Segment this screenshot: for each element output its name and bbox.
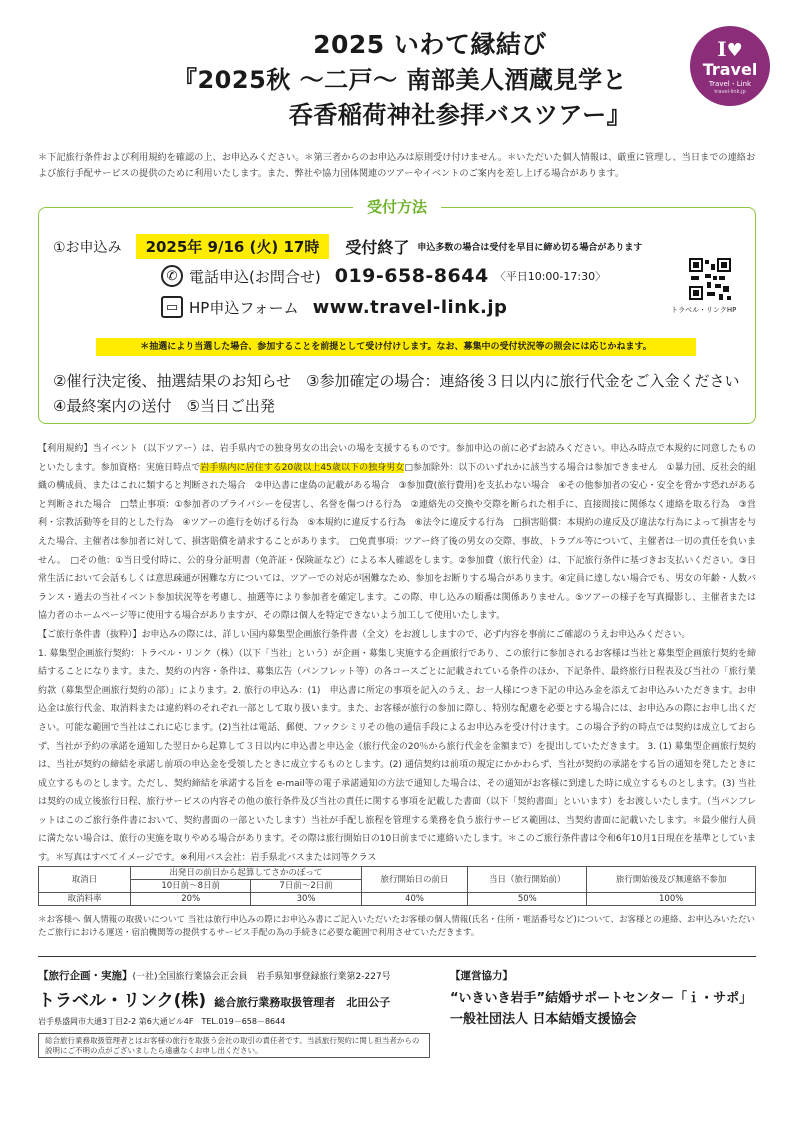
organizer-name: トラベル・リンク(株) xyxy=(38,991,207,1011)
table-header-date: 取消日 xyxy=(39,867,131,893)
table-col3: 旅行開始日の前日 xyxy=(361,867,468,893)
page-title-line2: 『2025秋 ～二戸～ 南部美人酒蔵見学と xyxy=(172,66,627,94)
qr-code-icon[interactable] xyxy=(689,258,731,300)
terms-p3: 1. 募集型企画旅行契約：トラベル・リンク（株）（以下「当社」という）が企画・募集し実施する企画旅行であり、この旅行に参加されるお客様は当社と募集型企画旅行契約を締結することになります。また、契約の内容・条件は、募集広告（パンフレット等）の各コースごとに記載されている条件のほか、下記条件、最終旅行日程表及び当社の「旅行業約款（募集型企画旅行契約の部）」によります。2. 旅行の申込み：(1) 申込書に所定の事項を記入のうえ、お一人様につき下記の申込み金を添えてお申込みいただきます。お申込金は旅行代金、取消料または違約料のそれぞれ一部として取り扱います。また、お客様が旅行の参加に際し、特別な配慮を必要とする場合には、お申込みの際にお申し出ください。可能な範囲で当社はこれに応じます。(2)当社は電話、郵便、ファクシミリその他の通信手段によるお申込みを受け付けます。この場合予約の時点では契約は成立しておらず、当社が予約の承諾を通知した翌日から起算して３日以内に申込書と申込金（旅行代金の20％から旅行代金を金額まで）を提出していただきます。 3. (1) 募集型企画旅行契約は、当社が契約の締結を承諾し前項の申込金を受領したときに成立するものとします。(2) 通信契約は前項の規定にかかわらず、当社が契約の承諾をする旨の通知を発したときに成立するものとします。ただし、契約締結を承諾する旨を e-mail等の電子承諾通知の方法で通知した場合は、その通知がお客様に到達した時に成立するものとします。(3) 当社は契約の成立後旅行日程、旅行サービスの内容その他の旅行条件及び当社の責任に関する事項を記載した書面（以下「契約書面」といいます）をお渡しいたします。（当パンフレットはこのご旅行条件書において、契約書面の一部といたします）当社が手配し旅程を管理する業務を負う旅行サービス範囲は、当契約書面に記載いたします。＊最少催行人員に満たない場合は、旅行の実施を取りやめる場合があります。その際は旅行開始日の10日前までに連絡いたします。＊このご旅行条件書は令和6年10月1日現在を基準としています。＊写真はすべてイメージです。※利用バス会社：岩手県北バスまたは同等クラス xyxy=(38,648,756,864)
organizer-name-row xyxy=(38,986,438,1011)
organizer-manager: 総合旅行業務取扱管理者 北田公子 xyxy=(214,996,391,1009)
application-title-text: 受付方法 xyxy=(353,198,441,216)
steps-line-a: ②催行決定後、抽選結果のお知らせ ③参加確定の場合：連絡後３日以内に旅行代金をご入金ください xyxy=(53,372,740,390)
terms-p1-a: 【利用規約】当イベント（以下ツアー）は、岩手県内での独身男女の出会いの場を支援するものです。参加申込の前に必ずお読みください。申込み時点で本規約に同意したものといたします。参加資格：実施日時点で xyxy=(38,444,756,473)
title-block xyxy=(60,28,740,132)
logo-mark xyxy=(690,38,770,62)
table-rate3: 40% xyxy=(361,893,468,906)
web-contact-row xyxy=(161,296,507,318)
phone-contact-row xyxy=(161,265,606,287)
table-rate2: 30% xyxy=(251,893,361,906)
divider xyxy=(38,956,756,957)
deadline-note: 申込多数の場合は受付を早目に締め切る場合があります xyxy=(417,243,643,253)
table-rate4: 50% xyxy=(468,893,587,906)
terms-p2: 【ご旅行条件書（抜粋）】お申込みの際には、詳しい国内募集型企画旅行条件書（全文）をお渡ししますので、必ず内容を事前にご確認のうえお申込みください。 xyxy=(38,629,691,640)
eligibility-highlight: 岩手県内に居住する20歳以上45歳以下の独身男女 xyxy=(200,462,405,473)
table-col5: 旅行開始後及び無連絡不参加 xyxy=(587,867,756,893)
deadline-end: 受付終了 xyxy=(345,238,410,257)
phone-label: 電話申込(お問合せ) xyxy=(189,267,321,286)
logo-word: Travel xyxy=(702,60,758,79)
intro-text: ＊下記旅行条件および利用規約を確認の上、お申込みください。＊第三者からのお申込みは原則受け付けません。＊いただいた個人情報は、厳重に管理し、当日までの連絡および旅行手配サービスの提供のために利用いたします。また、弊社や協力団体関連のツアーやイベントのご案内を差し上げる場合があります。 xyxy=(38,152,756,179)
cooperation-line2: 一般社団法人 日本結婚支援協会 xyxy=(450,1012,637,1027)
step1-label: ①お申込み xyxy=(53,239,122,256)
organizer-heading: 【旅行企画・実施】 xyxy=(38,970,133,982)
logo-letter: I xyxy=(717,37,727,61)
travel-link-logo xyxy=(690,26,770,106)
lottery-notice: ＊抽選により当選した場合、参加することを前提として受け付けします。なお、募集中の受付状況等の照会には応じかねます。 xyxy=(96,338,696,356)
table-col4: 当日（旅行開始前） xyxy=(468,867,587,893)
steps-line-b: ④最終案内の送付 ⑤当日ご出発 xyxy=(53,397,275,415)
cooperation-block xyxy=(450,968,752,1027)
web-url-link[interactable]: www.travel-link.jp xyxy=(312,296,508,318)
deadline-row xyxy=(53,234,642,259)
cooperation-line1: “いきいき岩手”結婚サポートセンター「ｉ・サポ」 xyxy=(450,991,753,1006)
cooperation-heading: 【運営協力】 xyxy=(450,970,513,982)
page-title-line1: 2025 いわて縁結び xyxy=(313,30,547,59)
computer-icon: ▭ xyxy=(161,296,183,318)
table-col1: 10日前～8日前 xyxy=(131,880,251,893)
heart-icon: ♥ xyxy=(726,40,743,61)
logo-url: travel-link.jp xyxy=(714,89,746,95)
table-col2: 7日前～2日前 xyxy=(251,880,361,893)
phone-number[interactable]: 019-658-8644 xyxy=(334,265,489,287)
page-title-line3: 呑香稲荷神社参拝バスツアー』 xyxy=(288,101,632,129)
privacy-text: ＊お客様へ 個人情報の取扱いについて 当社は旅行申込みの際にお申込み書にご記入いただいたお客様の個人情報(氏名・住所・電話番号など)について、お客様との連絡、お申込みいただいたご旅行における運送・宿泊機関等の提供するサービス手配の為の手続きに必要な範囲で利用させていただきます。 xyxy=(38,915,756,938)
table-rate1: 20% xyxy=(131,893,251,906)
organizer-block xyxy=(38,968,438,1027)
terms-text xyxy=(38,440,756,868)
cancellation-table xyxy=(38,866,756,906)
deadline-date: 2025年 9/16 (火) 17時 xyxy=(136,234,330,259)
table-group-header: 出発日の前日から起算してさかのぼって xyxy=(131,867,362,880)
qr-label: トラベル・リンクHP xyxy=(671,306,737,314)
application-box xyxy=(38,198,756,424)
organizer-heading-row xyxy=(38,968,438,983)
manager-note-box: 総合旅行業務取扱管理者とはお客様の旅行を取扱う会社の取引の責任者です。当該旅行契約に関し担当者からの説明にご不明の点がございましたら遠慮なくお申し出ください。 xyxy=(38,1033,430,1058)
organizer-association: (一社)全国旅行業協会正会員 岩手県知事登録旅行業第2-227号 xyxy=(132,972,391,982)
logo-sub: Travel・Link xyxy=(708,80,752,88)
terms-p1-b: □参加除外：以下のいずれかに該当する場合は参加できません ①暴力団、反社会的組織の構成員、またはこれに類すると判断された場合 ②申込書に虚偽の記載がある場合 ③参加費(旅行費用)を支払わない場合 ④その他参加者の安心・安全を脅かす恐れがあると判断された場合 □禁止事項：①参加者のプライバシーを侵害し、名誉を傷つける行為 ②連絡先の交換や交際を断られた相手に、直接間接に関係なく連絡を取る行為 ③営利・宗教活動等を目的とした行為 ④ツアーの進行を妨げる行為 ⑤本規約に違反する行為 ⑥法令に違反する行為 □損害賠償：本規約の違反及び違法な行為によって損害を与えた場合、主催者は参加者に対して、損害賠償を請求することがあります。 □免責事項：ツアー終了後の男女の交際、事故、トラブル等について、主催者は一切の責任を負いません。 □その他：①当日受付時に、公的身分証明書（免許証・保険証など）による本人確認をします。②参加費（旅行代金）は、下記旅行条件に基づきお支払いください。③日常生活において会話もしくは意思疎通が困難な方については、ツアーでの対応が困難なため、参加をお断りする場合があります。④定員に達しない場合でも、男女の年齢・人数バランス・過去の当社イベント参加状況等を考慮し、抽選等により参加者を確定します。この際、申し込みの順番は関係ありません。⑤ツアーの様子を写真撮影し、主催者または協力者のホームページ等に使用する場合がありますが、その際は個人を特定できないよう加工して使用いたします。 xyxy=(38,462,757,622)
phone-icon: ✆ xyxy=(161,265,183,287)
organizer-address: 岩手県盛岡市大通3丁目2-2 第6大通ビル4F TEL.019－658－8644 xyxy=(38,1017,286,1026)
table-rate5: 100% xyxy=(587,893,756,906)
application-title xyxy=(39,196,755,217)
table-header-rate: 取消料率 xyxy=(39,893,131,906)
web-label: HP申込フォーム xyxy=(189,298,299,317)
phone-hours: 〈平日10:00-17:30〉 xyxy=(494,270,607,283)
